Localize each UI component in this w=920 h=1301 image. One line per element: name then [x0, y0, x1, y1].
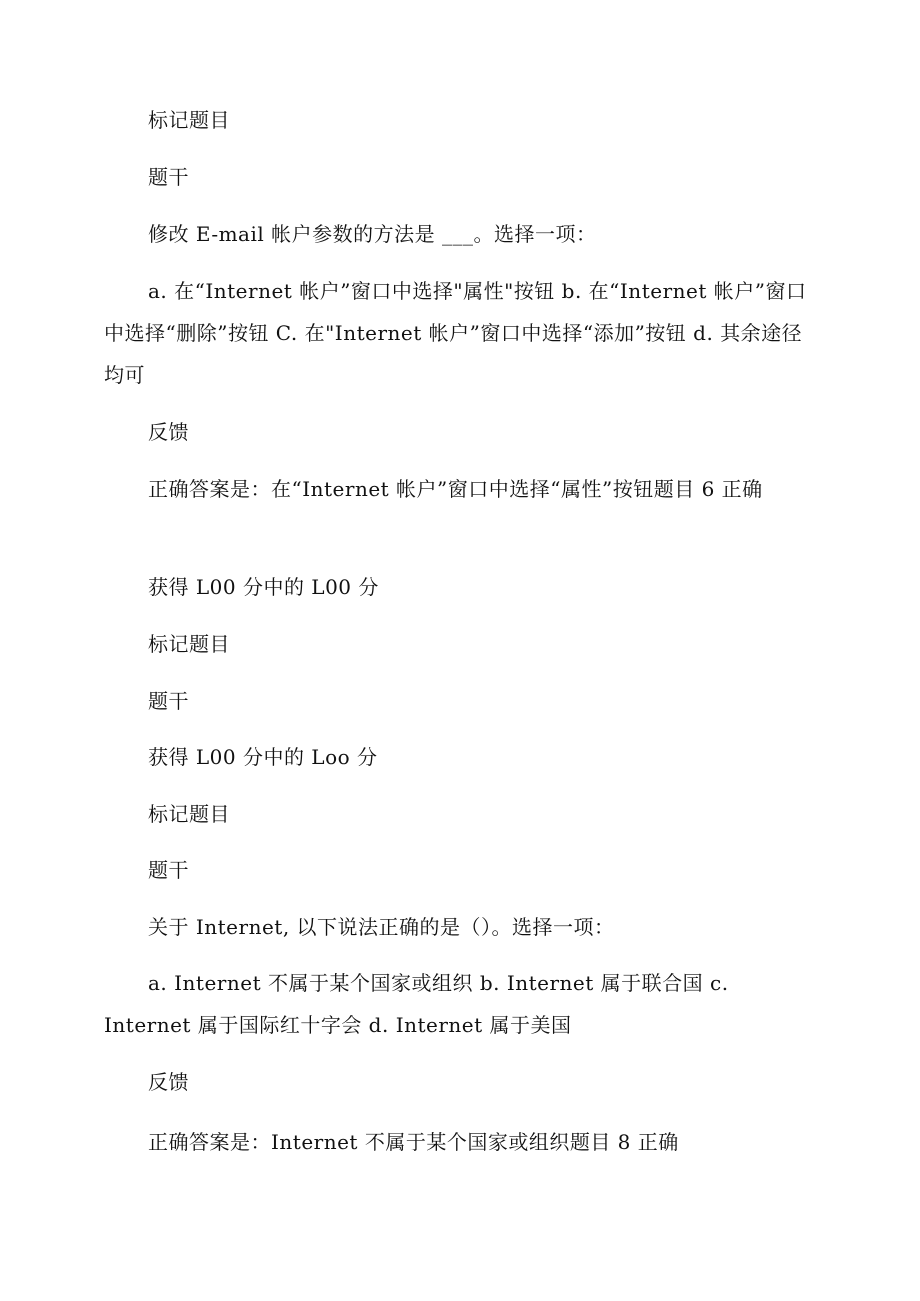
score-text: 获得 L00 分中的 Loo 分: [148, 745, 378, 769]
question-stem-label: 题干: [148, 858, 189, 882]
question-stem-label: 题干: [148, 689, 189, 713]
mark-question-label: 标记题目: [148, 632, 230, 656]
question-text: 修改 E-mail 帐户参数的方法是 ___。选择一项：: [148, 222, 597, 246]
mark-question-label: 标记题目: [148, 108, 230, 132]
correct-answer-text: 正确答案是：Internet 不属于某个国家或组织题目 8 正确: [148, 1130, 679, 1154]
feedback-label: 反馈: [148, 420, 189, 444]
question-options: a. Internet 不属于某个国家或组织 b. Internet 属于联合国 c. Internet 属于国际红十字会 d. Internet 属于美国: [104, 971, 729, 1037]
question-stem-label: 题干: [148, 165, 189, 189]
correct-answer-text: 正确答案是：在“Internet 帐户”窗口中选择“属性”按钮题目 6 正确: [148, 477, 763, 501]
question-text: 关于 Internet, 以下说法正确的是（）。选择一项：: [148, 915, 615, 939]
mark-question-label: 标记题目: [148, 802, 230, 826]
score-text: 获得 L00 分中的 L00 分: [148, 575, 379, 599]
question-options: a. 在“Internet 帐户”窗口中选择"属性"按钮 b. 在“Internet 帐户”窗口中选择“删除”按钮 C. 在"Internet 帐户”窗口中选择“添加”按钮 d. 其余途径均可: [104, 279, 807, 387]
feedback-label: 反馈: [148, 1070, 189, 1094]
